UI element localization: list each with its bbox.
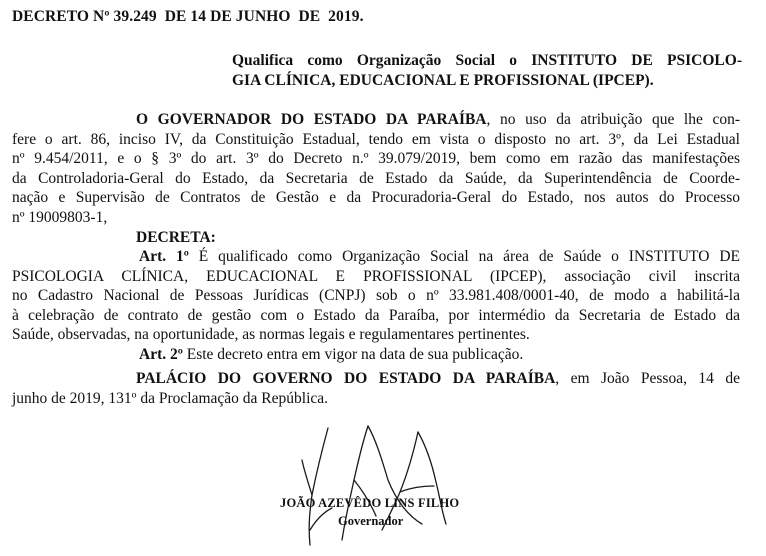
- preamble-line-5: nação e Supervisão de Contratos de Gestão e da Procuradoria-Geral do Estado, nos autos do Processo: [12, 189, 740, 206]
- article-2: [12, 345, 740, 365]
- signatory-role: Governador: [338, 514, 404, 528]
- preamble-line-4: da Controladoria-Geral do Estado, da Secretaria de Estado da Saúde, da Superintendência de Coorde-: [12, 169, 740, 187]
- article-2-line: [12, 345, 740, 365]
- summary-line-1: Qualifica como Organização Social o INSTITUTO DE PSICOLO-: [232, 52, 742, 69]
- article-1: [12, 247, 740, 345]
- preamble-paragraph: [12, 110, 740, 227]
- article-1-first-text: É qualificado como Organização Social na área de Saúde o INSTITUTO DE: [188, 248, 740, 265]
- preamble-line-3: nº 9.454/2011, e o § 3º do art. 3º do Decreto n.º 39.079/2019, bem como em razão das manifestações: [12, 150, 740, 167]
- preamble-line-6: nº 19009803-1,: [12, 208, 108, 226]
- preamble-line-1: [12, 110, 740, 130]
- closing-line-1: [12, 369, 740, 389]
- handwritten-signature: [250, 420, 550, 550]
- preamble-lead-rest: , no uso da atribuição que lhe con-: [486, 111, 740, 128]
- closing-line-2: junho de 2019, 131º da Proclamação da República.: [12, 389, 329, 407]
- closing-paragraph: [12, 369, 740, 408]
- article-1-line-1: [12, 247, 740, 267]
- article-1-line-2: PSICOLOGIA CLÍNICA, EDUCACIONAL E PROFISSIONAL (IPCEP), associação civil inscrita: [12, 267, 740, 285]
- signature-block: [250, 420, 550, 550]
- decreta-label: DECRETA:: [136, 229, 216, 246]
- article-1-line-3: no Cadastro Nacional de Pessoas Jurídicas (CNPJ) sob o nº 33.981.408/0001-40, de modo a habilitá-la: [12, 287, 740, 304]
- article-2-text: Este decreto entra em vigor na data de sua publicação.: [182, 346, 524, 363]
- preamble-line-2: fere o art. 86, inciso IV, da Constituição Estadual, tendo em vista o disposto no art. 3º, da Lei Estadual: [12, 130, 740, 148]
- signatory-name: JOÃO AZEVÊDO LINS FILHO: [280, 496, 460, 510]
- closing-lead: PALÁCIO DO GOVERNO DO ESTADO DA PARAÍBA: [136, 370, 556, 387]
- article-2-label: Art. 2º: [139, 346, 183, 363]
- decree-summary: [232, 51, 742, 91]
- summary-line-2: GIA CLÍNICA, EDUCACIONAL E PROFISSIONAL (IPCEP).: [232, 72, 654, 89]
- article-1-line-4: à celebração de contrato de gestão com o Estado da Paraíba, por intermédio da Secretaria de Estado da: [12, 306, 740, 324]
- closing-lead-rest: , em João Pessoa, 14 de: [555, 370, 741, 387]
- preamble-lead: O GOVERNADOR DO ESTADO DA PARAÍBA: [136, 111, 487, 128]
- decreta-heading: [12, 228, 740, 248]
- article-1-label: Art. 1º: [139, 248, 189, 265]
- decree-title: DECRETO Nº 39.249 DE 14 DE JUNHO DE 2019.: [12, 8, 364, 25]
- article-1-line-5: Saúde, observadas, na oportunidade, as normas legais e regulamentares pertinentes.: [12, 326, 530, 343]
